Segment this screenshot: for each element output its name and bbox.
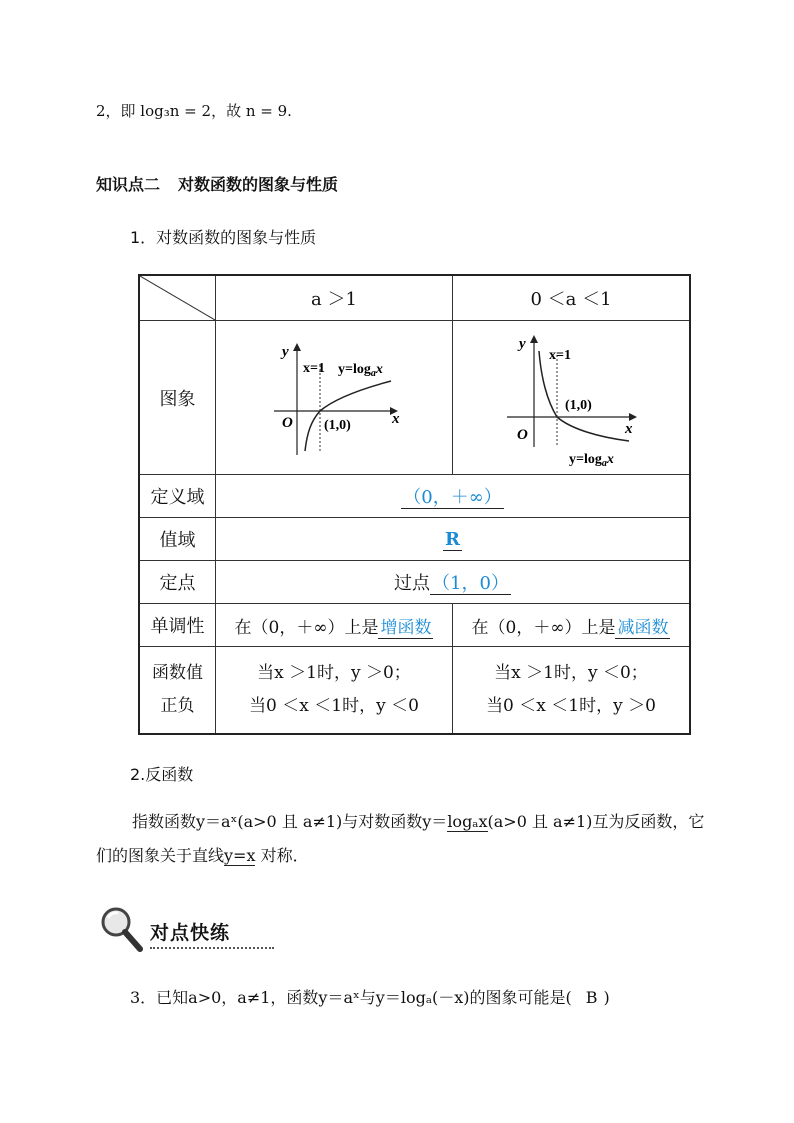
question-3-close: ) (603, 988, 610, 1007)
para-part3: 对称． (255, 846, 309, 865)
monotonicity-right-value: 减函数 (617, 617, 669, 638)
question-3 (130, 985, 610, 1008)
domain-value: （0，＋∞） (403, 487, 502, 508)
log-properties-table (138, 274, 691, 735)
sign-right-line2: 当0 ＜x ＜1时，y ＞0 (486, 696, 656, 716)
monotonicity-right-cell (453, 604, 691, 647)
sign-left-cell (216, 647, 453, 735)
para-underline-log: logₐx (447, 812, 488, 831)
graph-left-y-label: y (282, 344, 289, 360)
monotonicity-left-cell (216, 604, 453, 647)
graph-right-x-label: x (625, 421, 633, 437)
row-label-monotonicity: 单调性 (139, 604, 216, 647)
section-label: 知识点二 (96, 175, 161, 194)
domain-value-cell (216, 475, 691, 518)
sign-left-line1: 当x ＞1时，y ＞0； (257, 663, 411, 683)
row-label-sign-line2: 正负 (160, 696, 195, 716)
para-part2: (a>0 且 a≠1)互为反函数，它们的图象关于直线 (96, 812, 705, 865)
graph-cell-decreasing (453, 321, 691, 475)
graph-right-y-label: y (519, 336, 526, 352)
subsection-1-title: 1．对数函数的图象与性质 (130, 228, 317, 247)
row-label-range: 值域 (139, 518, 216, 561)
section-title: 对数函数的图象与性质 (178, 175, 339, 194)
graph-log-increasing (216, 321, 452, 469)
para-underline-yx: y=x (224, 846, 256, 865)
section-heading (96, 172, 338, 195)
header-a-lt-1: 0 ＜a ＜1 (453, 275, 691, 321)
row-label-graph: 图象 (139, 321, 216, 475)
diagonal-header-cell (139, 275, 216, 321)
graph-log-decreasing (453, 321, 689, 469)
sign-left-line2: 当0 ＜x ＜1时，y ＜0 (249, 696, 419, 716)
question-3-text: 3．已知a>0，a≠1，函数y＝aˣ与y＝logₐ(－x)的图象可能是( (130, 988, 572, 1007)
row-label-sign-line1: 函数值 (152, 663, 203, 683)
graph-left-origin: O (282, 415, 293, 431)
graph-left-point-label: (1,0) (324, 418, 351, 433)
diagonal-line (140, 276, 215, 320)
graph-left-line-label: x=1 (303, 361, 325, 376)
range-value: R (445, 528, 460, 550)
sign-right-line1: 当x ＞1时，y ＜0； (494, 663, 648, 683)
row-label-sign (139, 647, 216, 735)
monotonicity-left-prefix: 在（0，＋∞）上是 (234, 617, 379, 638)
range-value-cell (216, 518, 691, 561)
row-label-fixed-point: 定点 (139, 561, 216, 604)
graph-right-point-label: (1,0) (565, 398, 592, 413)
top-line: 2，即 log₃n = 2，故 n = 9. (96, 102, 292, 120)
graph-right-origin: O (517, 427, 528, 443)
quick-practice-title: 对点快练 (150, 922, 231, 944)
sign-right-cell (453, 647, 691, 735)
subsection-2-title: 2.反函数 (130, 765, 194, 784)
graph-right-line-label: x=1 (549, 348, 571, 363)
graph-left-x-label: x (392, 411, 400, 427)
header-a-gt-1: a ＞1 (216, 275, 453, 321)
inverse-function-paragraph (96, 805, 706, 873)
monotonicity-left-value: 增函数 (380, 617, 432, 638)
graph-right-curve-label: $y=\log_ax$ (569, 452, 614, 469)
row-label-domain: 定义域 (139, 475, 216, 518)
para-part1: 指数函数y＝aˣ(a>0 且 a≠1)与对数函数y＝ (132, 812, 448, 831)
graph-cell-increasing (216, 321, 453, 475)
graph-left-curve-label: $y=\log_ax$ (338, 362, 383, 379)
fixed-point-prefix: 过点 (394, 573, 431, 594)
monotonicity-right-prefix: 在（0，＋∞）上是 (471, 617, 616, 638)
question-3-answer: B (585, 988, 598, 1007)
fixed-point-value: （1，0） (432, 573, 509, 594)
fixed-point-value-cell (216, 561, 691, 604)
quick-practice-rule (150, 947, 274, 949)
